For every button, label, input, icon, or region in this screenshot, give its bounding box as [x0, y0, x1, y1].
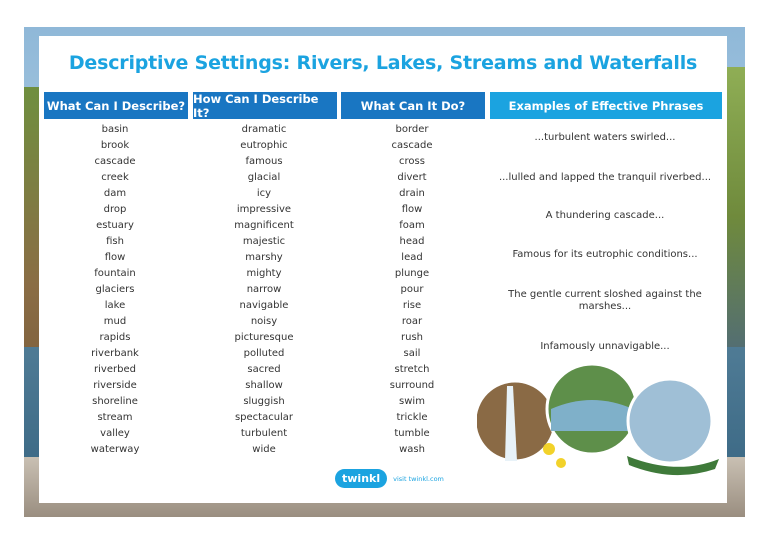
phrase-item: ...turbulent waters swirled... — [534, 132, 676, 143]
list-item: creek — [101, 172, 129, 183]
list-item: cross — [399, 156, 425, 167]
list-item: dam — [103, 188, 127, 199]
list-item: sluggish — [243, 396, 285, 407]
list-item: valley — [100, 428, 130, 439]
list-item: pour — [400, 284, 424, 295]
list-item: basin — [101, 124, 129, 135]
list-item: riverbank — [91, 348, 139, 359]
phrase-item: Famous for its eutrophic conditions... — [512, 249, 698, 260]
phrase-item: The gentle current sloshed against the marshes... — [508, 289, 702, 312]
list-item: glaciers — [95, 284, 135, 295]
list-item: narrow — [246, 284, 282, 295]
list-item: rise — [402, 300, 422, 311]
list-item: flow — [401, 204, 423, 215]
twinkl-logo: twinkl — [335, 469, 387, 488]
list-item: shoreline — [92, 396, 138, 407]
list-item: icy — [256, 188, 272, 199]
list-item: brook — [100, 140, 130, 151]
list-item: sacred — [247, 364, 281, 375]
list-item: roar — [401, 316, 423, 327]
list-item: rush — [401, 332, 423, 343]
list-item: drop — [103, 204, 127, 215]
list-item: waterway — [90, 444, 140, 455]
illustration-collage — [477, 361, 722, 486]
list-item: rapids — [99, 332, 131, 343]
header-how: How Can I Describe It? — [193, 92, 337, 119]
list-item: mud — [103, 316, 127, 327]
list-item: dramatic — [241, 124, 287, 135]
list-item: impressive — [236, 204, 292, 215]
list-item: lead — [401, 252, 423, 263]
list-item: glacial — [247, 172, 281, 183]
lake-water — [551, 400, 633, 431]
list-item: fish — [106, 236, 124, 247]
list-item: wash — [399, 444, 425, 455]
word-mat-panel — [39, 36, 727, 503]
list-item: shallow — [245, 380, 283, 391]
list-item: swim — [399, 396, 425, 407]
flower-shape — [543, 443, 555, 455]
list-item: head — [399, 236, 425, 247]
list-item: trickle — [396, 412, 428, 423]
list-item: fountain — [94, 268, 136, 279]
adjectives-column — [191, 122, 337, 458]
list-item: stretch — [394, 364, 430, 375]
header-phrases: Examples of Effective Phrases — [490, 92, 722, 119]
list-item: riverbed — [94, 364, 136, 375]
phrase-item: Infamously unnavigable... — [540, 341, 670, 352]
list-item: riverside — [93, 380, 137, 391]
list-item: mighty — [246, 268, 282, 279]
list-item: lake — [104, 300, 126, 311]
list-item: estuary — [96, 220, 134, 231]
header-describe: What Can I Describe? — [44, 92, 188, 119]
phrase-item: A thundering cascade... — [545, 210, 665, 221]
header-do: What Can It Do? — [341, 92, 485, 119]
phrase-item: ...lulled and lapped the tranquil riverbed... — [498, 172, 712, 183]
list-item: picturesque — [234, 332, 294, 343]
list-item: majestic — [242, 236, 286, 247]
page-title: Descriptive Settings: Rivers, Lakes, Streams and Waterfalls — [68, 52, 698, 74]
list-item: sail — [403, 348, 421, 359]
list-item: flow — [104, 252, 126, 263]
flower-shape — [556, 458, 566, 468]
list-item: wide — [252, 444, 276, 455]
list-item: drain — [399, 188, 425, 199]
list-item: surround — [389, 380, 435, 391]
list-item: magnificent — [234, 220, 294, 231]
list-item: turbulent — [240, 428, 288, 439]
list-item: divert — [397, 172, 427, 183]
list-item: eutrophic — [240, 140, 288, 151]
list-item: spectacular — [234, 412, 294, 423]
list-item: border — [395, 124, 429, 135]
describe-column — [42, 122, 188, 458]
list-item: plunge — [394, 268, 430, 279]
canoe-picture — [628, 379, 712, 463]
list-item: marshy — [245, 252, 283, 263]
list-item: cascade — [391, 140, 433, 151]
list-item: foam — [399, 220, 425, 231]
list-item: navigable — [239, 300, 289, 311]
list-item: polluted — [243, 348, 285, 359]
list-item: tumble — [394, 428, 430, 439]
list-item: famous — [245, 156, 283, 167]
list-item: noisy — [250, 316, 278, 327]
list-item: stream — [97, 412, 133, 423]
brand-url: visit twinkl.com — [393, 474, 444, 483]
actions-column — [339, 122, 485, 458]
list-item: cascade — [94, 156, 136, 167]
brand-logo — [335, 469, 444, 488]
